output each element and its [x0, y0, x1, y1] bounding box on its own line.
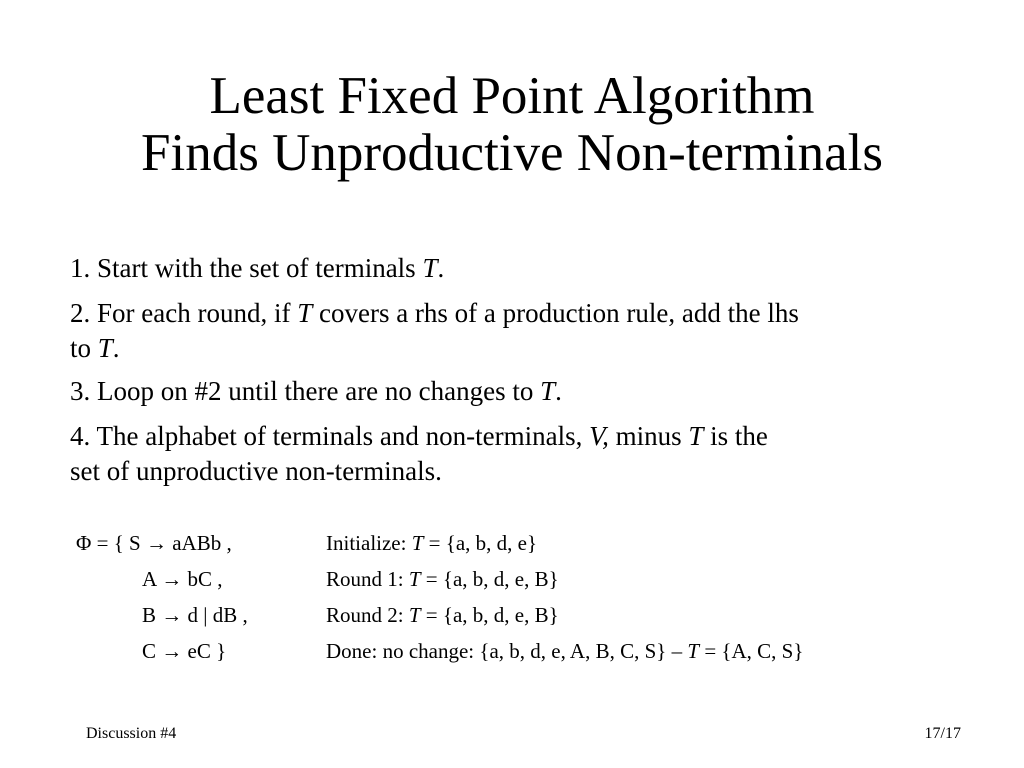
step-4-continuation: set of unproductive non-terminals.	[70, 456, 442, 486]
step-text: .	[112, 333, 120, 363]
step-4	[70, 416, 1000, 489]
slide-title	[0, 68, 1024, 182]
round-label: Round 1:	[326, 567, 409, 591]
round-label: Round 2:	[326, 603, 409, 627]
set-value: = {a, b, d, e}	[423, 531, 538, 555]
production-rule: B → d | dB ,	[142, 603, 248, 627]
round-result	[326, 561, 559, 597]
step-2-continuation	[70, 330, 1000, 366]
round-result	[326, 633, 803, 669]
set-variable: T	[688, 421, 704, 451]
alphabet-variable: V,	[589, 421, 609, 451]
step-text: 2. For each round, if	[70, 298, 298, 328]
footer-discussion: Discussion #4	[86, 725, 177, 742]
step-text: covers a rhs of a production rule, add the lhs	[312, 298, 799, 328]
step-text: to	[70, 333, 98, 363]
production-rule: A → bC ,	[142, 567, 223, 591]
production-rule: Φ = { S → aABb ,	[76, 531, 232, 555]
set-value: = {a, b, d, e, B}	[420, 567, 559, 591]
round-label: Done: no change: {a, b, d, e, A, B, C, S} –	[326, 639, 688, 663]
step-text: .	[555, 376, 562, 406]
step-text: is the	[703, 421, 768, 451]
step-text: minus	[608, 421, 689, 451]
set-value: = {A, C, S}	[699, 639, 804, 663]
production-rule: C → eC }	[142, 639, 227, 663]
set-variable: T	[97, 333, 113, 363]
set-variable: T	[411, 531, 424, 555]
set-variable: T	[687, 639, 700, 663]
set-variable: T	[408, 567, 421, 591]
slide-title-line-2: Finds Unproductive Non-terminals	[141, 124, 883, 182]
round-result	[326, 525, 537, 561]
step-3	[70, 371, 1000, 411]
step-text: 1. Start with the set of terminals	[70, 253, 423, 283]
step-text: 4. The alphabet of terminals and non-terminals,	[70, 421, 590, 451]
round-result	[326, 597, 559, 633]
footer-page-number: 17/17	[924, 725, 961, 742]
step-2	[70, 293, 1000, 366]
set-variable: T	[540, 376, 556, 406]
step-text: .	[437, 253, 445, 283]
set-variable: T	[422, 253, 438, 283]
algorithm-steps	[70, 248, 1000, 494]
slide-title-line-1: Least Fixed Point Algorithm	[209, 67, 815, 125]
step-1	[70, 248, 1000, 288]
set-value: = {a, b, d, e, B}	[420, 603, 559, 627]
step-text: 3. Loop on #2 until there are no changes to	[70, 376, 541, 406]
set-variable: T	[297, 298, 313, 328]
set-variable: T	[408, 603, 421, 627]
round-label: Initialize:	[326, 531, 412, 555]
